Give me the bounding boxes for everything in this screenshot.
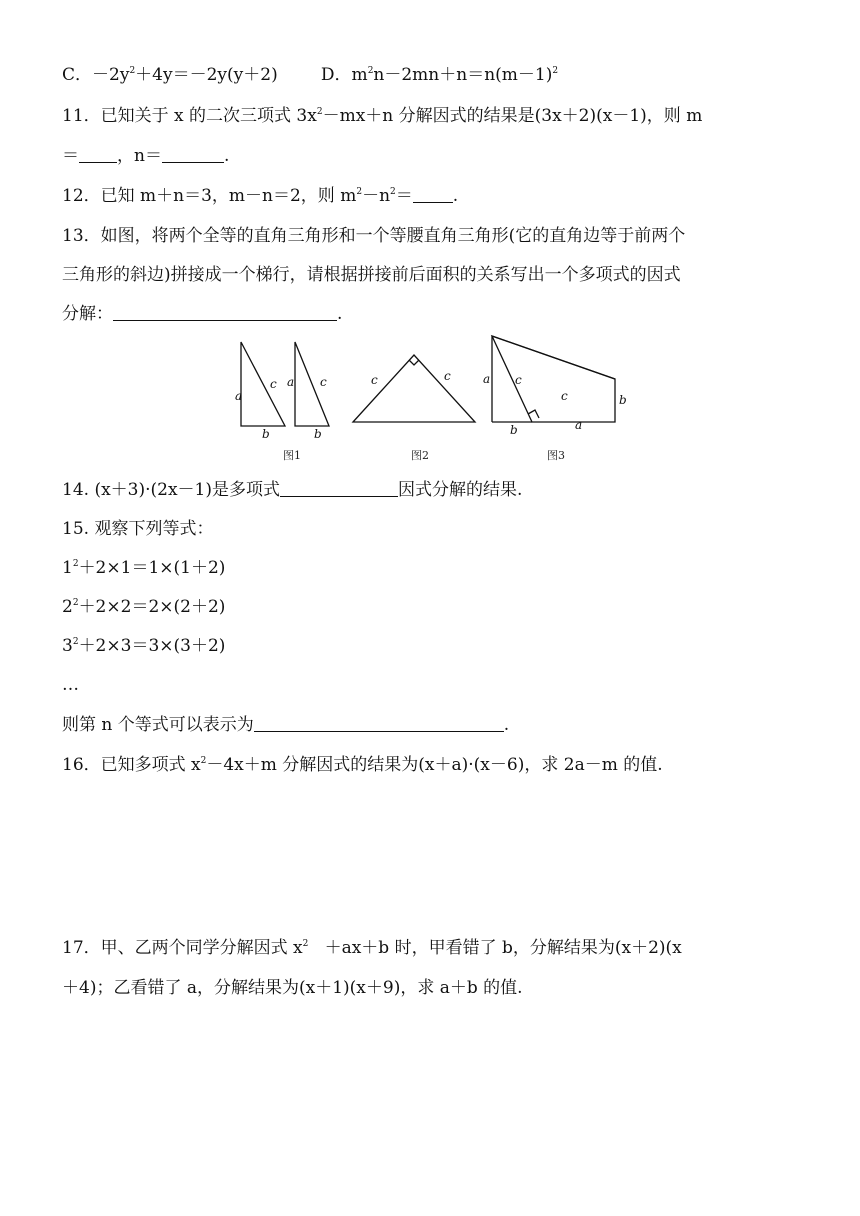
question-11: 11．已知关于 x 的二次三项式 $3x^2-mx+n$ 分解因式的结果是(3x＋2)(x－1)，则 m xyxy=(62,106,703,126)
fig1b-label-c: c xyxy=(320,375,327,389)
fig1b-label-a: a xyxy=(287,375,295,389)
fig2-right-angle xyxy=(409,360,419,365)
question-17: 17．甲、乙两个同学分解因式 $x^2 +ax+b$ 时，甲看错了 b，分解结果为(x＋2)(x xyxy=(62,938,682,958)
equation-3: $3^2+2\times 3=3\times(3+2)$ xyxy=(62,636,226,656)
question-15-answer: 则第 n 个等式可以表示为 . xyxy=(62,715,510,735)
fig2-caption: 图2 xyxy=(411,449,429,462)
answer-blank-13[interactable] xyxy=(113,304,337,321)
figure-svg xyxy=(225,334,645,466)
question-14: 14. (x＋3)·(2x－1)是多项式 因式分解的结果. xyxy=(62,480,523,500)
fig1-label-b: b xyxy=(262,427,270,441)
fig1-label-a: a xyxy=(235,389,243,403)
fig1-triangle xyxy=(241,342,285,426)
fig2-label-c-left: c xyxy=(371,373,378,387)
fig3-top-edge xyxy=(492,336,615,379)
fig3-label-b-right: b xyxy=(619,393,627,407)
fig3-label-c-right: c xyxy=(561,389,568,403)
fig3-label-a-left: a xyxy=(483,372,491,386)
equation-1: $1^2+2\times 1=1\times(1+2)$ xyxy=(62,558,226,578)
ellipsis: … xyxy=(62,675,79,695)
question-13-answer: 分解： . xyxy=(62,304,343,324)
question-17-cont: ＋4)；乙看错了 a，分解结果为(x＋1)(x＋9)，求 a＋b 的值. xyxy=(62,978,523,998)
figure-triangles xyxy=(225,334,645,471)
answer-blank-n[interactable] xyxy=(162,146,224,163)
option-c-d-line: C．$-2y^2+4y=-2y(y+2)$ D．$m^2n-2mn+n=n(m-1)^2$ xyxy=(62,65,559,85)
fig3-label-c-mid: c xyxy=(515,373,522,387)
question-12: 12．已知 m＋n＝3，m－n＝2，则 $m^2-n^2=$ . xyxy=(62,186,459,206)
question-13: 13．如图，将两个全等的直角三角形和一个等腰直角三角形(它的直角边等于前两个 xyxy=(62,226,686,246)
answer-blank-12[interactable] xyxy=(413,186,453,203)
fig3-label-a-bottom: a xyxy=(575,418,583,432)
fig3-caption: 图3 xyxy=(547,449,565,462)
question-11-cont: ＝ ，n＝ . xyxy=(62,146,230,166)
question-16: 16．已知多项式 $x^2-4x+m$ 分解因式的结果为(x＋a)·(x－6)，求 2a－m 的值. xyxy=(62,755,663,775)
answer-blank-15[interactable] xyxy=(254,715,504,732)
fig2-label-c-right: c xyxy=(444,369,451,383)
answer-blank-m[interactable] xyxy=(79,146,117,163)
fig1b-label-b: b xyxy=(314,427,322,441)
question-15: 15. 观察下列等式： xyxy=(62,519,214,539)
equation-2: $2^2+2\times 2=2\times(2+2)$ xyxy=(62,597,226,617)
fig3-trapezoid xyxy=(492,336,615,422)
answer-blank-14[interactable] xyxy=(280,480,398,497)
fig1-caption: 图1 xyxy=(283,449,301,462)
fig3-label-b-bottom: b xyxy=(510,423,518,437)
question-13-cont: 三角形的斜边)拼接成一个梯行，请根据拼接前后面积的关系写出一个多项式的因式 xyxy=(62,265,681,285)
fig1-label-c: c xyxy=(270,377,277,391)
